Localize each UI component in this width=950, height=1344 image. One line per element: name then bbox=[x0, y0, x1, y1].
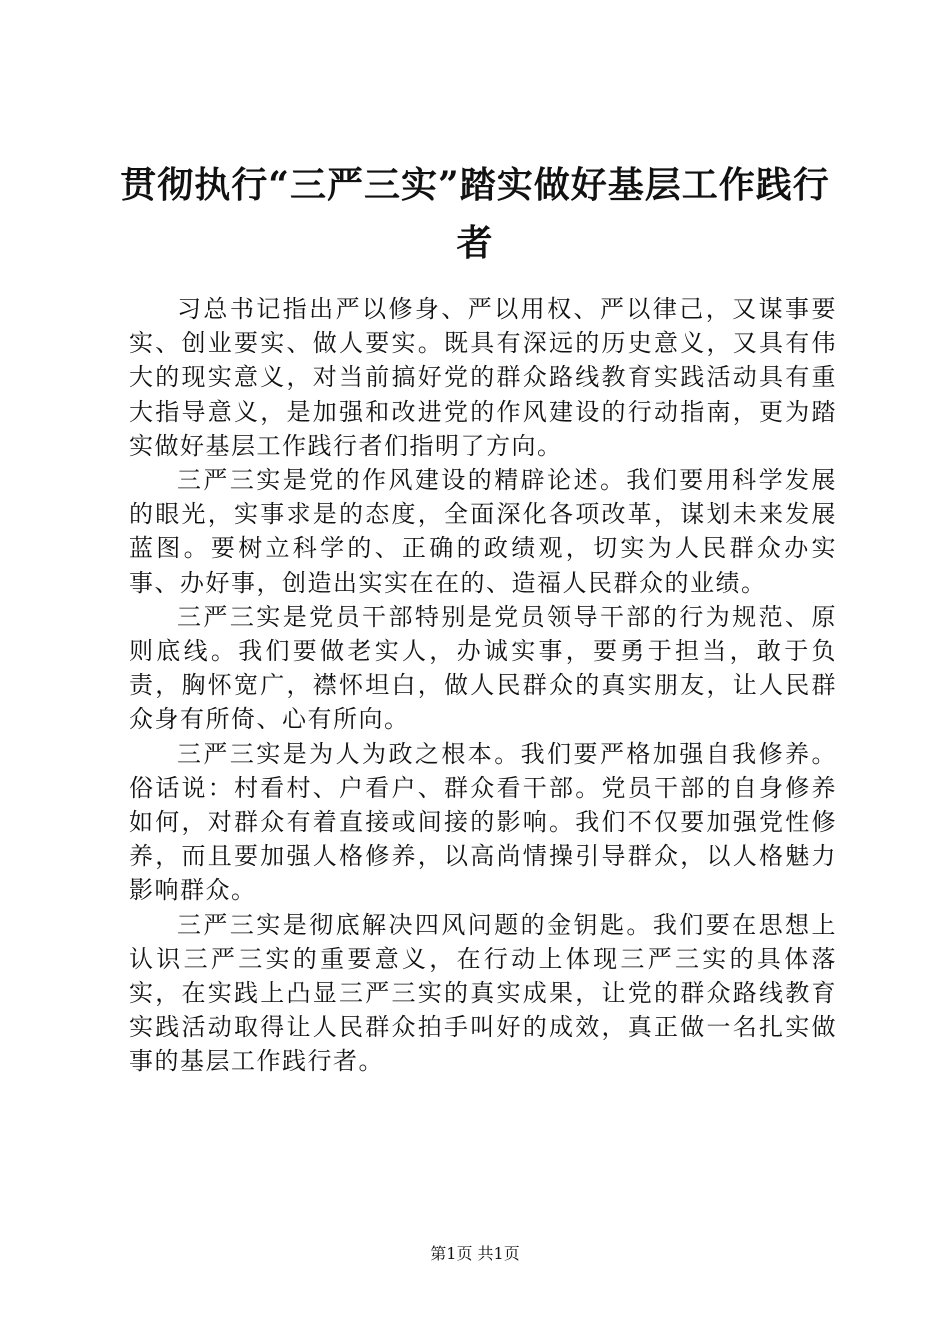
paragraph-4: 三严三实是为人为政之根本。我们要严格加强自我修养。俗话说：村看村、户看户、群众看干部。党员干部的自身修养如何，对群众有着直接或间接的影响。我们不仅要加强党性修养，而且要加强人格修养，以高尚情操引导群众，以人格魅力影响群众。 bbox=[129, 739, 837, 905]
document-body bbox=[129, 292, 837, 1079]
paragraph-5: 三严三实是彻底解决四风问题的金钥匙。我们要在思想上认识三严三实的重要意义，在行动上体现三严三实的具体落实，在实践上凸显三严三实的真实成果，让党的群众路线教育实践活动取得让人民群众拍手叫好的成效，真正做一名扎实做事的基层工作践行者。 bbox=[129, 910, 837, 1076]
paragraph-3: 三严三实是党员干部特别是党员领导干部的行为规范、原则底线。我们要做老实人，办诚实事，要勇于担当，敢于负责，胸怀宽广，襟怀坦白，做人民群众的真实朋友，让人民群众身有所倚、心有所向。 bbox=[129, 602, 837, 734]
page-footer: 第1页 共1页 bbox=[430, 1244, 520, 1263]
paragraph-2: 三严三实是党的作风建设的精辟论述。我们要用科学发展的眼光，实事求是的态度，全面深化各项改革，谋划未来发展蓝图。要树立科学的、正确的政绩观，切实为人民群众办实事、办好事，创造出实实在在的、造福人民群众的业绩。 bbox=[129, 466, 837, 597]
paragraph-1: 习总书记指出严以修身、严以用权、严以律己，又谋事要实、创业要实、做人要实。既具有深远的历史意义，又具有伟大的现实意义，对当前搞好党的群众路线教育实践活动具有重大指导意义，是加强和改进党的作风建设的行动指南，更为踏实做好基层工作践行者们指明了方向。 bbox=[129, 295, 837, 460]
document-title: 贯彻执行“三严三实”踏实做好基层工作践行者 bbox=[120, 164, 830, 264]
